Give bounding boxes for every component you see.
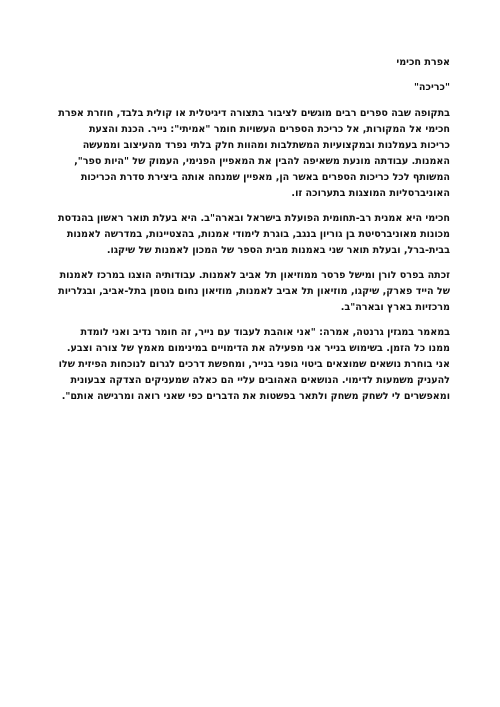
paragraph-intro: בתקופה שבה ספרים רבים מוגשים לציבור בתצורה דיגיטלית או קולית בלבד, חוזרת אפרת חכימי אל המקורות, אל כריכת הספרים העשויות חומר "אמיתי": נייר. הכנת והצעת כריכות בעמלנות ובמקצועיות המשתלבות ומהוות חלק בלתי נפרד מהעיצוב וממעשה האמנות. עבודתה מונעת משאיפה להבין את המאפיין הפנימי, העמוק של "היות ספר", המשותף לכל כריכות הספרים באשר הן, מאפיין שמנחה אותה ביצירת סדרת הכריכות האוניברסליות המוצגות בתערוכה זו. [58, 108, 450, 199]
exhibition-title: "כריכה" [413, 82, 450, 93]
paragraph-biography: חכימי היא אמנית רב-תחומית הפועלת בישראל ובארה"ב. היא בעלת תואר ראשון בהנדסת מכונות מאוניברסיטת בן גוריון בנגב, בוגרת לימודי אמנות, בהצטיינות, במדרשה לאמנות בבית-ברל, ובעלת תואר שני באמנות מבית הספר של המכון לאמנות של שיקגו. [58, 213, 450, 256]
artist-name-heading: אפרת חכימי [396, 57, 450, 68]
paragraph-quote: במאמר במגזין גרנטה, אמרה: "אני אוהבת לעבוד עם נייר, זה חומר נדיב ואני לומדת ממנו כל הזמן. בשימוש בנייר אני מפעילה את הדימויים במינימום מאמץ של צורה וצבע. אני בוחרת נושאים שמוצאים ביטוי גופני בנייר, ומחפשת דרכים לגרום לנוכחות הפיזית שלו להעניק משמעות לדימוי. הנושאים האהובים עליי הם כאלה שמעניקים הצדקה צבעונית ומאפשרים לי לשחק משחק ולתאר בפשטות את הדברים כפי שאני רואה ומרגישה אותם". [58, 327, 450, 402]
paragraph-awards: זכתה בפרס לורן ומישל פרסר ממוזיאון תל אביב לאמנות. עבודותיה הוצגו במרכז לאמנות של הייד פארק, שיקגו, מוזיאון תל אביב לאמנות, מוזיאון נחום גוטמן בתל-אביב, ובגלריות מרכזיות בארץ ובארה"ב. [58, 270, 450, 313]
document-body [57, 56, 450, 414]
